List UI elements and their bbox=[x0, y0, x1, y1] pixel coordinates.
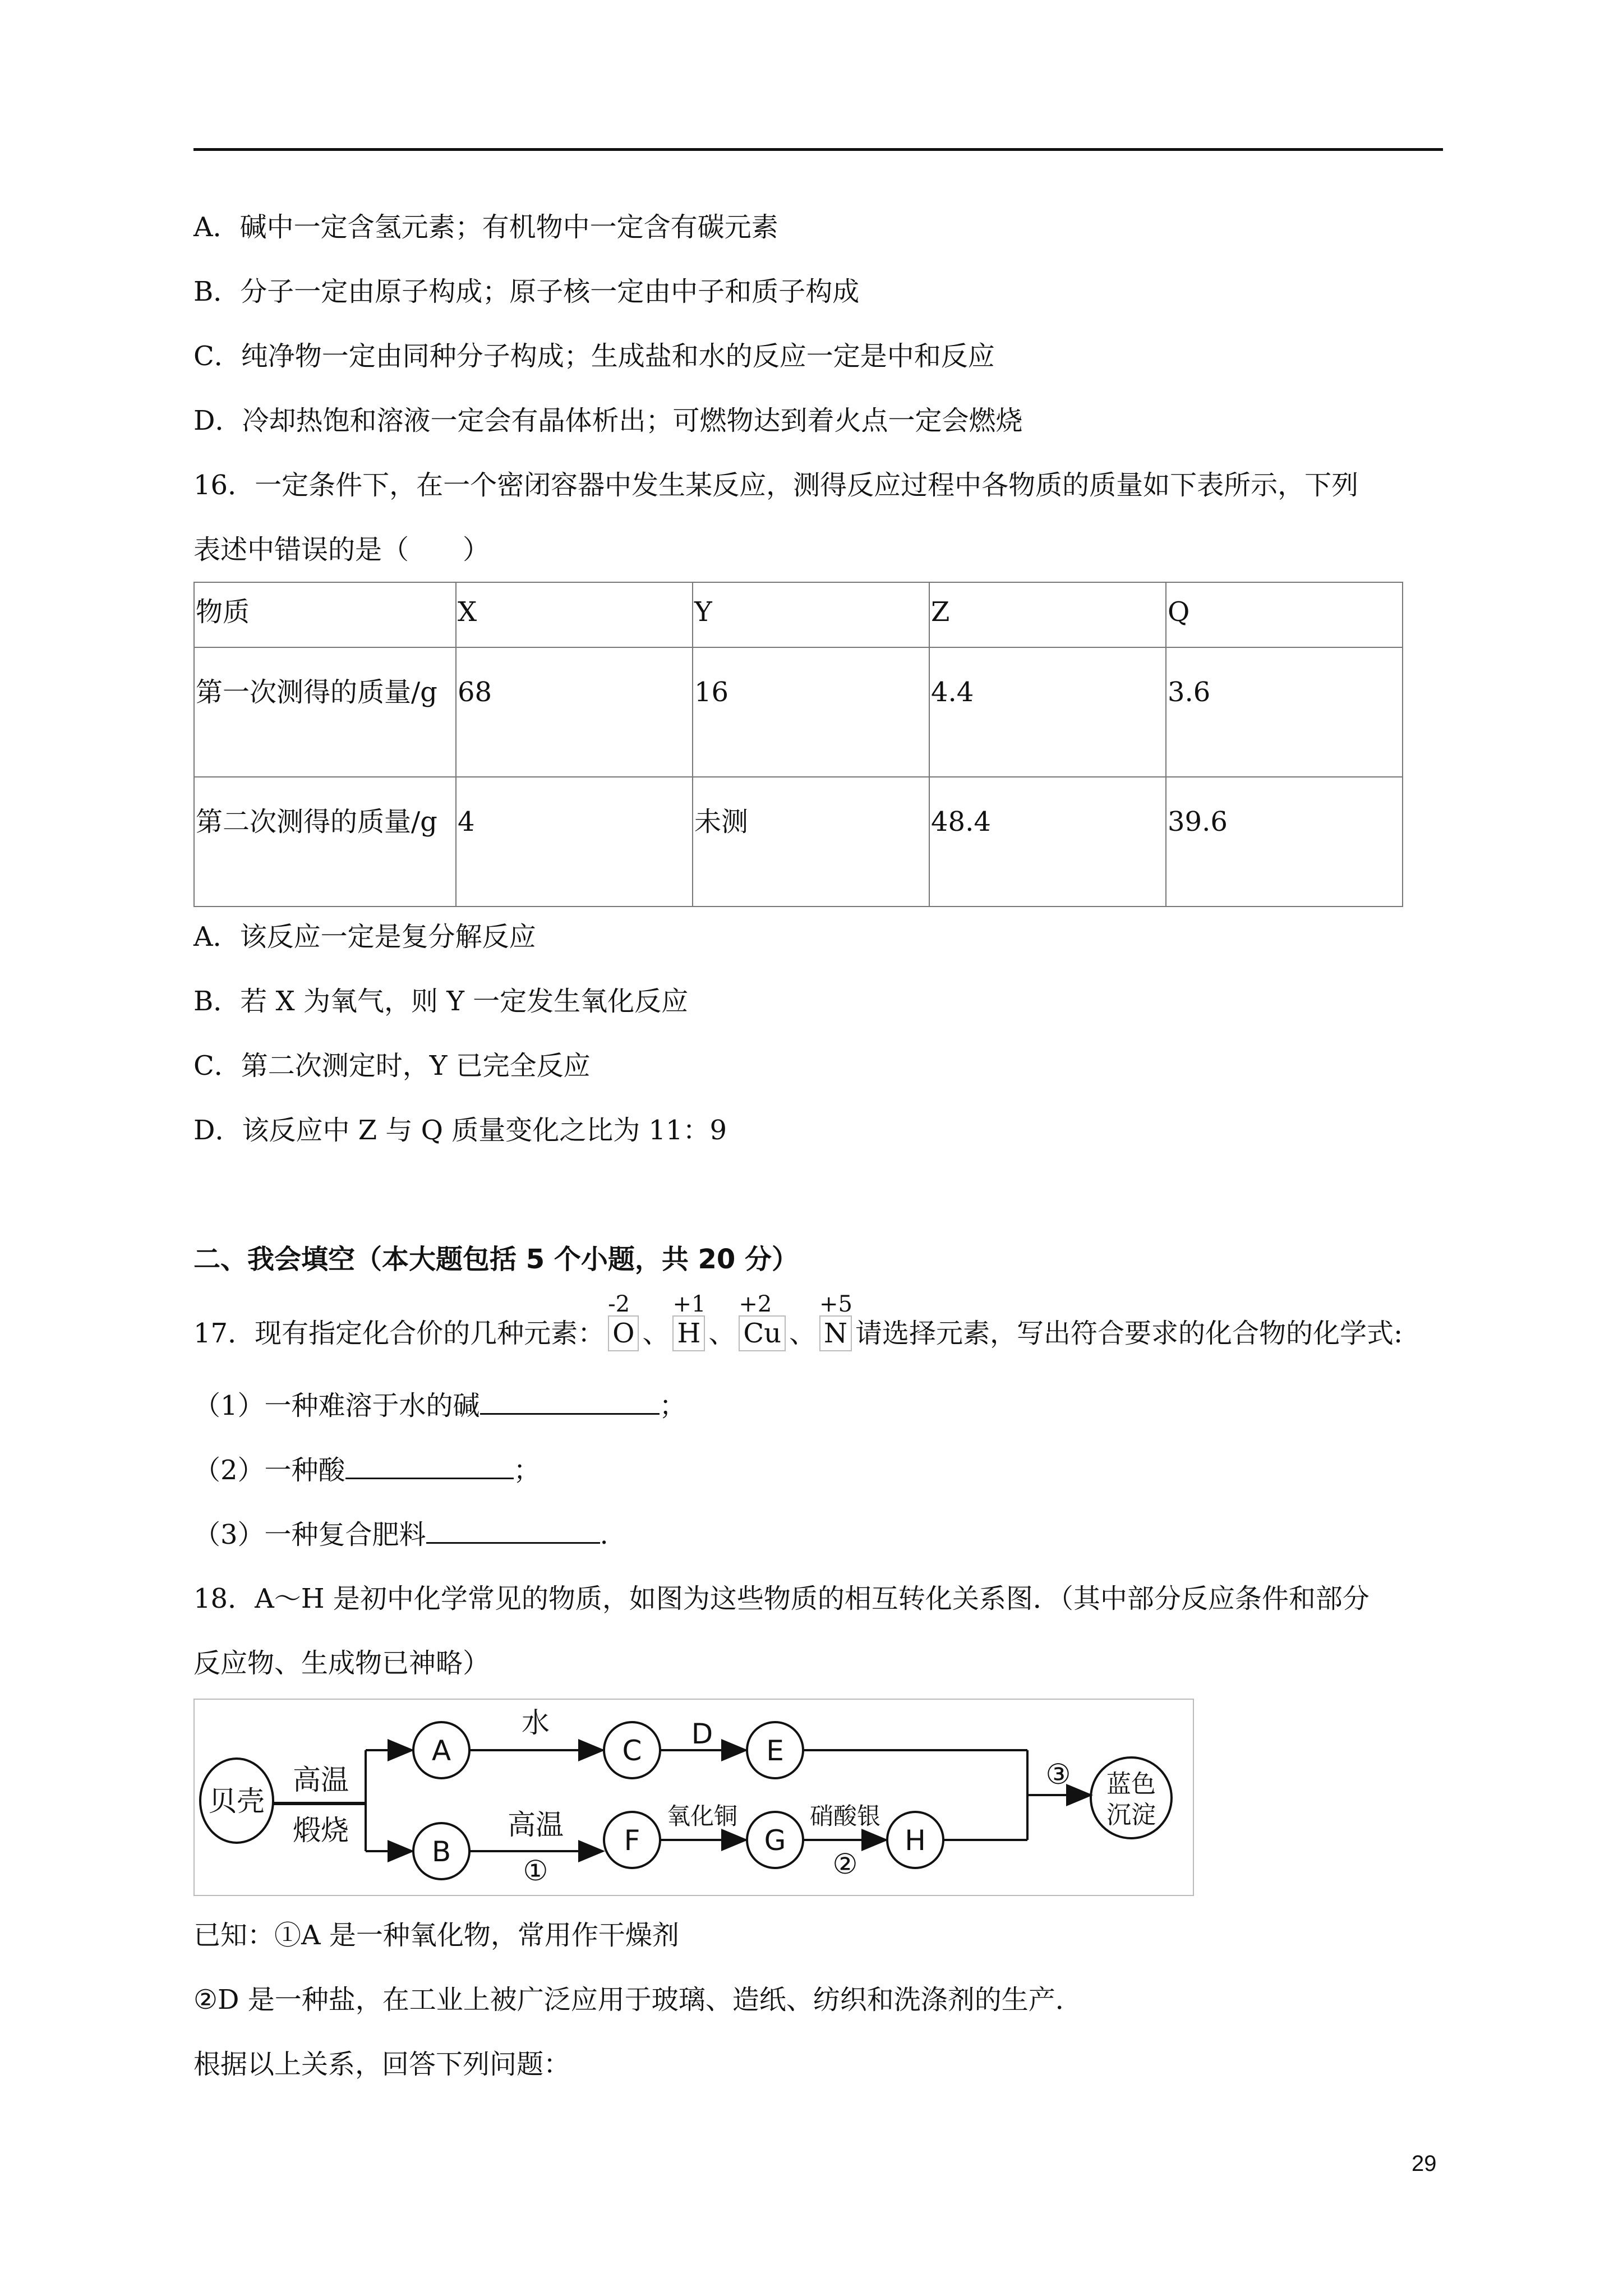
node-c: C bbox=[622, 1734, 642, 1767]
q17-stem-prefix: 17．现有指定化合价的几种元素： bbox=[193, 1318, 605, 1349]
section-title: 二、我会填空（本大题包括 5 个小题，共 20 分） bbox=[193, 1244, 799, 1275]
element-h bbox=[672, 1291, 706, 1351]
label-cuo: 氧化铜 bbox=[666, 1802, 738, 1830]
q16-stem-line1: 16．一定条件下，在一个密闭容器中发生某反应，测得反应过程中各物质的质量如下表所示，下列 bbox=[193, 470, 1359, 501]
label-water: 水 bbox=[522, 1706, 550, 1739]
q15-option-a: A．碱中一定含氢元素；有机物中一定含有碳元素 bbox=[193, 211, 778, 243]
q15-option-c: C．纯净物一定由同种分子构成；生成盐和水的反应一定是中和反应 bbox=[193, 341, 995, 372]
table-cell: 39.6 bbox=[1166, 777, 1403, 907]
element-n bbox=[819, 1291, 852, 1351]
q17-stem-suffix: 请选择元素，写出符合要求的化合物的化学式: bbox=[855, 1318, 1403, 1349]
cond-bottom: 煅烧 bbox=[293, 1814, 349, 1847]
node-a: A bbox=[431, 1734, 451, 1767]
table-cell: Y bbox=[693, 582, 929, 647]
label-agno3: 硝酸银 bbox=[809, 1802, 881, 1830]
q15-option-d: D．冷却热饱和溶液一定会有晶体析出；可燃物达到着火点一定会燃烧 bbox=[193, 405, 1023, 436]
q18-stem-line1: 18．A～H 是初中化学常见的物质，如图为这些物质的相互转化关系图．（其中部分反应条件和部分 bbox=[193, 1583, 1370, 1614]
node-e: E bbox=[766, 1734, 784, 1767]
table-cell: 第一次测得的质量/g bbox=[194, 647, 456, 777]
table-cell: 68 bbox=[456, 647, 693, 777]
symbol-o: O bbox=[608, 1315, 639, 1351]
answer-blank-3[interactable] bbox=[426, 1517, 600, 1544]
q15-option-b: B．分子一定由原子构成；原子核一定由中子和质子构成 bbox=[193, 276, 860, 307]
q16-option-a: A．该反应一定是复分解反应 bbox=[193, 921, 536, 953]
q16-mass-table bbox=[193, 582, 1403, 907]
element-o bbox=[608, 1291, 639, 1351]
q16-option-d: D．该反应中 Z 与 Q 质量变化之比为 11：9 bbox=[193, 1115, 727, 1146]
q17-part-2-end: ； bbox=[513, 1455, 541, 1486]
q16-option-b: B．若 X 为氧气，则 Y 一定发生氧化反应 bbox=[193, 986, 689, 1017]
node-d: D bbox=[691, 1718, 713, 1750]
table-cell: Z bbox=[929, 582, 1166, 647]
separator: 、 bbox=[789, 1318, 816, 1349]
q18-known-1: 已知：①A 是一种氧化物，常用作干燥剂 bbox=[193, 1920, 679, 1951]
node-f: F bbox=[624, 1824, 640, 1857]
table-cell: 物质 bbox=[194, 582, 456, 647]
symbol-n: N bbox=[819, 1315, 852, 1351]
start-label: 贝壳 bbox=[209, 1785, 265, 1818]
valence-h: +1 bbox=[672, 1291, 706, 1317]
header-rule bbox=[193, 148, 1443, 151]
table-cell: Q bbox=[1166, 582, 1403, 647]
symbol-cu: Cu bbox=[739, 1315, 786, 1351]
table-cell: X bbox=[456, 582, 693, 647]
table-cell: 第二次测得的质量/g bbox=[194, 777, 456, 907]
table-cell: 4 bbox=[456, 777, 693, 907]
symbol-h: H bbox=[672, 1315, 705, 1351]
q17-part-1-end: ； bbox=[659, 1390, 686, 1421]
table-cell: 3.6 bbox=[1166, 647, 1403, 777]
step-2: ② bbox=[832, 1848, 858, 1880]
separator: 、 bbox=[708, 1318, 736, 1349]
label-hightemp: 高温 bbox=[508, 1809, 564, 1841]
cond-top: 高温 bbox=[293, 1764, 349, 1796]
page-number: 29 bbox=[1412, 2151, 1437, 2176]
q18-known-2: ②D 是一种盐，在工业上被广泛应用于玻璃、造纸、纺织和洗涤剂的生产． bbox=[193, 1984, 1082, 2016]
table-row bbox=[194, 647, 1403, 777]
valence-cu: +2 bbox=[739, 1291, 772, 1317]
q17-part-2-label: （2）一种酸 bbox=[193, 1455, 345, 1486]
q17-part-1 bbox=[193, 1388, 686, 1423]
table-cell: 4.4 bbox=[929, 647, 1166, 777]
node-h: H bbox=[905, 1824, 926, 1857]
q17-part-3-label: （3）一种复合肥料 bbox=[193, 1519, 426, 1550]
step-3: ③ bbox=[1045, 1758, 1071, 1791]
valence-n: +5 bbox=[819, 1291, 852, 1317]
step-1: ① bbox=[523, 1855, 548, 1887]
answer-blank-2[interactable] bbox=[345, 1453, 514, 1479]
table-header-row bbox=[194, 582, 1403, 647]
answer-blank-1[interactable] bbox=[480, 1388, 660, 1415]
q18-ask: 根据以上关系，回答下列问题： bbox=[193, 2049, 571, 2080]
conversion-diagram bbox=[193, 1699, 1194, 1896]
q16-option-c: C．第二次测定时，Y 已完全反应 bbox=[193, 1050, 591, 1082]
q17-part-3 bbox=[193, 1517, 608, 1552]
result-line1: 蓝色 bbox=[1106, 1770, 1156, 1798]
q17-part-1-label: （1）一种难溶于水的碱 bbox=[193, 1390, 480, 1421]
table-cell: 未测 bbox=[693, 777, 929, 907]
table-cell: 48.4 bbox=[929, 777, 1166, 907]
element-cu bbox=[739, 1291, 786, 1351]
table-row bbox=[194, 777, 1403, 907]
q17-stem bbox=[193, 1291, 1403, 1351]
q17-part-3-end: . bbox=[600, 1519, 608, 1550]
q17-part-2 bbox=[193, 1453, 541, 1487]
valence-o: -2 bbox=[608, 1291, 630, 1317]
q18-stem-line2: 反应物、生成物已神略） bbox=[193, 1648, 490, 1679]
node-b: B bbox=[431, 1835, 451, 1868]
result-line2: 沉淀 bbox=[1106, 1801, 1156, 1829]
q16-stem-line2: 表述中错误的是（ ） bbox=[193, 534, 490, 565]
node-g: G bbox=[764, 1824, 786, 1857]
table-cell: 16 bbox=[693, 647, 929, 777]
separator: 、 bbox=[642, 1318, 670, 1349]
